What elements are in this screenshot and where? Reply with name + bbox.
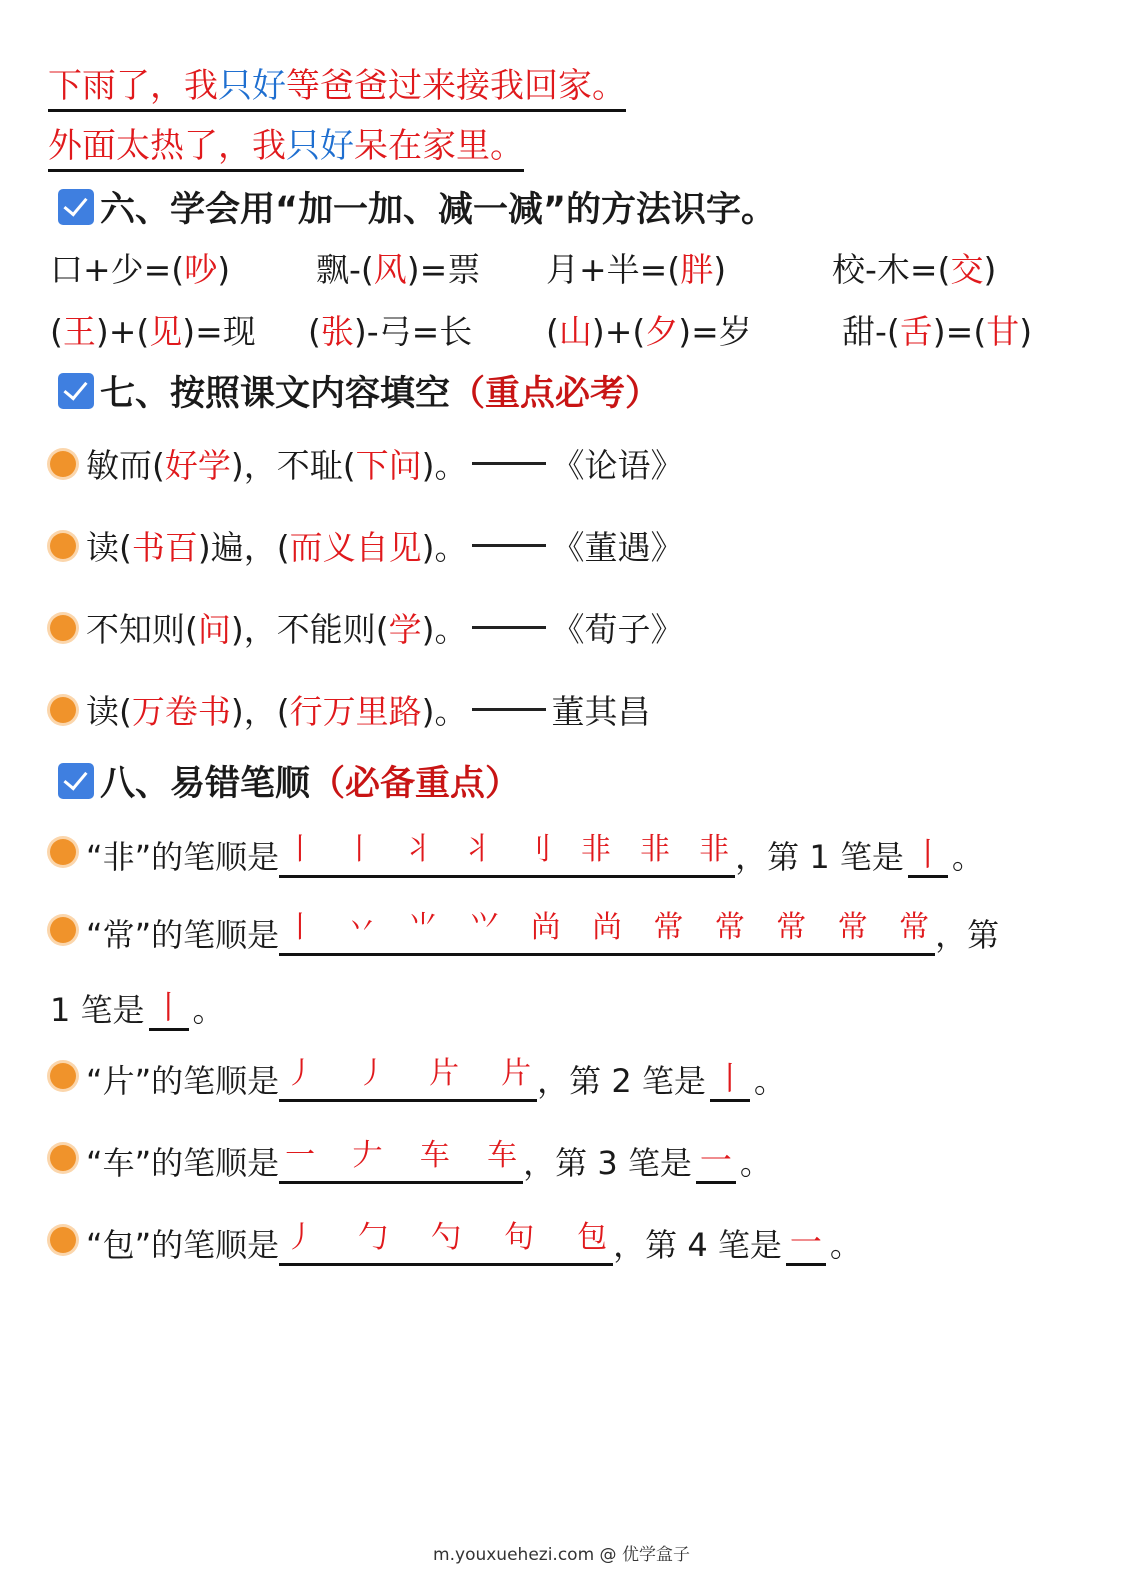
answer-blank: 一 <box>696 1135 736 1184</box>
equation: 口+少=(吵) <box>50 250 231 289</box>
bullet-icon <box>50 451 76 477</box>
answer-blank: 一 <box>786 1217 826 1266</box>
equation: (山)+(夕)=岁 <box>546 312 752 351</box>
equation: 飘-(风)=票 <box>316 250 481 289</box>
stroke-order-blank: 丨 丨 丬 丬 刂 非 非 非 <box>279 826 735 878</box>
quote-item: 读( 书百 )遍，( 而义自见 )。 《董遇》 <box>50 522 684 569</box>
checkbox-icon <box>58 373 94 409</box>
bullet-icon <box>50 1145 76 1171</box>
bullet-icon <box>50 615 76 641</box>
checkbox-icon <box>58 763 94 799</box>
stroke-item-bao: “包”的笔顺是 丿 勹 勺 句 包 ，第 4 笔是 一 。 <box>50 1214 862 1266</box>
bullet-icon <box>50 1063 76 1089</box>
bullet-icon <box>50 533 76 559</box>
bullet-icon <box>50 917 76 943</box>
footer-watermark: m.youxuehezi.com @ 优学盒子 <box>433 1545 690 1565</box>
stroke-order-blank: 丿 丿 片 片 <box>279 1050 537 1102</box>
equation: 月+半=(胖) <box>546 250 727 289</box>
section-7-heading: 七、按照课文内容填空 （重点必考） <box>58 366 660 416</box>
equation: 甜-(舌)=(甘) <box>842 312 1033 351</box>
section-8-heading: 八、易错笔顺 （必备重点） <box>58 756 520 806</box>
dash <box>472 708 546 711</box>
quote-item: 敏而( 好学 )，不耻( 下问 )。 《论语》 <box>50 440 684 487</box>
stroke-item-che: “车”的笔顺是 一 𠂇 车 车 ，第 3 笔是 一 。 <box>50 1132 772 1184</box>
answer-blank: 丨 <box>710 1053 750 1102</box>
stroke-item-fei: “非”的笔顺是 丨 丨 丬 丬 刂 非 非 非 ，第 1 笔是 丨 。 <box>50 826 984 878</box>
equation: (王)+(见)=现 <box>50 312 256 351</box>
dash <box>472 544 546 547</box>
stroke-order-blank: 一 𠂇 车 车 <box>279 1132 523 1184</box>
checkbox-icon <box>58 189 94 225</box>
bullet-icon <box>50 697 76 723</box>
section-6-heading: 六、学会用“加一加、减一减”的方法识字。 <box>58 182 776 232</box>
dash <box>472 462 546 465</box>
stroke-item-pian: “片”的笔顺是 丿 丿 片 片 ，第 2 笔是 丨 。 <box>50 1050 786 1102</box>
bullet-icon <box>50 1227 76 1253</box>
answer-blank: 丨 <box>908 829 948 878</box>
stroke-order-blank: 丨 丷 ⺌ ⺍ 尚 尚 常 常 常 常 常 <box>279 904 935 956</box>
quote-item: 不知则( 问 )，不能则( 学 )。 《荀子》 <box>50 604 684 651</box>
stroke-item-chang: “常”的笔顺是 丨 丷 ⺌ ⺍ 尚 尚 常 常 常 常 常 ，第 <box>50 904 999 956</box>
equation: 校-木=(交) <box>832 250 997 289</box>
answer-blank: 丨 <box>149 982 189 1031</box>
dash <box>472 626 546 629</box>
bullet-icon <box>50 839 76 865</box>
equation: (张)-弓=长 <box>308 312 473 351</box>
stroke-order-blank: 丿 勹 勺 句 包 <box>279 1214 613 1266</box>
sentence-1: 下雨了，我只好等爸爸过来接我回家。 <box>48 58 626 112</box>
quote-item: 读( 万卷书 )，( 行万里路 )。 董其昌 <box>50 686 651 733</box>
stroke-item-chang-cont: 1 笔是 丨 。 <box>50 982 225 1031</box>
sentence-2: 外面太热了，我只好呆在家里。 <box>48 118 524 172</box>
